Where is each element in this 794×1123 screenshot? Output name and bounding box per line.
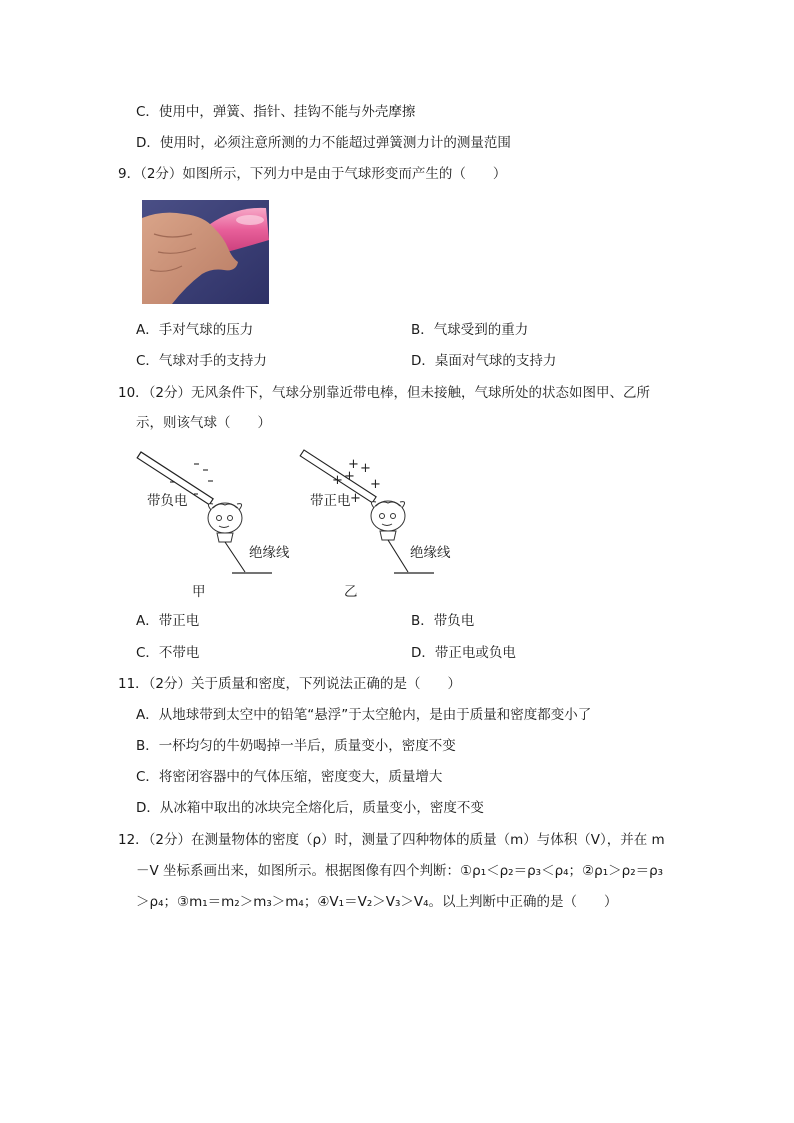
q10-stem-line2: 示，则该气球（ ） (136, 415, 271, 431)
svg-text:+: + (360, 461, 371, 476)
figure-yi (298, 442, 468, 607)
q9-option-c: C．气球对手的支持力 (136, 353, 267, 369)
figure-jia (135, 442, 305, 607)
q12-stem-line1: 12．（2分）在测量物体的密度（ρ）时，测量了四种物体的质量（m）与体积（V），并在 m (118, 832, 665, 848)
q12-stem-line2: －V 坐标系画出来，如图所示。根据图像有四个判断：①ρ₁＜ρ₂＝ρ₃＜ρ₄；②ρ₁＞ρ₂＝ρ₃ (136, 863, 664, 879)
balloon-sheep (208, 503, 242, 542)
fig-yi-thread-label: 绝缘线 (410, 545, 451, 561)
q9-option-d: D．桌面对气球的支持力 (411, 353, 557, 369)
q10-option-c: C．不带电 (136, 645, 200, 661)
q12-stem-line3: ＞ρ₄；③m₁＝m₂＞m₃＞m₄；④V₁＝V₂＞V₃＞V₄。以上判断中正确的是（ ） (136, 894, 618, 910)
q9-stem: 9．（2分）如图所示，下列力中是由于气球形变而产生的（ ） (118, 166, 507, 182)
q11-option-c: C．将密闭容器中的气体压缩，密度变大，质量增大 (136, 769, 443, 785)
svg-text:+: + (348, 457, 359, 472)
q11-option-d: D．从冰箱中取出的冰块完全熔化后，质量变小，密度不变 (136, 800, 484, 816)
q11-stem: 11．（2分）关于质量和密度，下列说法正确的是（ ） (118, 676, 462, 692)
q10-option-b: B．带负电 (411, 613, 475, 629)
fig-jia-rod-label: 带负电 (147, 493, 188, 509)
q11-option-a: A．从地球带到太空中的铅笔“悬浮”于太空舱内，是由于质量和密度都变小了 (136, 707, 592, 723)
insulating-thread (388, 540, 408, 572)
fig-yi-caption: 乙 (344, 584, 358, 600)
q10-option-d: D．带正电或负电 (411, 645, 516, 661)
insulating-thread (225, 542, 245, 572)
svg-text:+: + (344, 469, 355, 484)
hand-pressing-balloon-photo (142, 200, 269, 304)
q8-option-d: D．使用时，必须注意所测的力不能超过弹簧测力计的测量范围 (136, 135, 511, 151)
q8-option-c: C．使用中，弹簧、指针、挂钩不能与外壳摩擦 (136, 104, 416, 120)
q10-option-a: A．带正电 (136, 613, 200, 629)
fig-yi-rod-label: 带正电 (310, 493, 351, 509)
fig-jia-caption: 甲 (192, 584, 206, 600)
q11-option-b: B．一杯均匀的牛奶喝掉一半后，质量变小，密度不变 (136, 738, 456, 754)
q9-option-b: B．气球受到的重力 (411, 322, 529, 338)
svg-text:+: + (332, 473, 343, 488)
fig-jia-thread-label: 绝缘线 (249, 545, 290, 561)
q9-option-a: A．手对气球的压力 (136, 322, 254, 338)
svg-text:+: + (370, 477, 381, 492)
svg-text:+: + (350, 491, 361, 506)
balloon-sheep (371, 501, 405, 540)
q10-stem-line1: 10．（2分）无风条件下，气球分别靠近带电棒，但未接触，气球所处的状态如图甲、乙所 (118, 385, 651, 401)
